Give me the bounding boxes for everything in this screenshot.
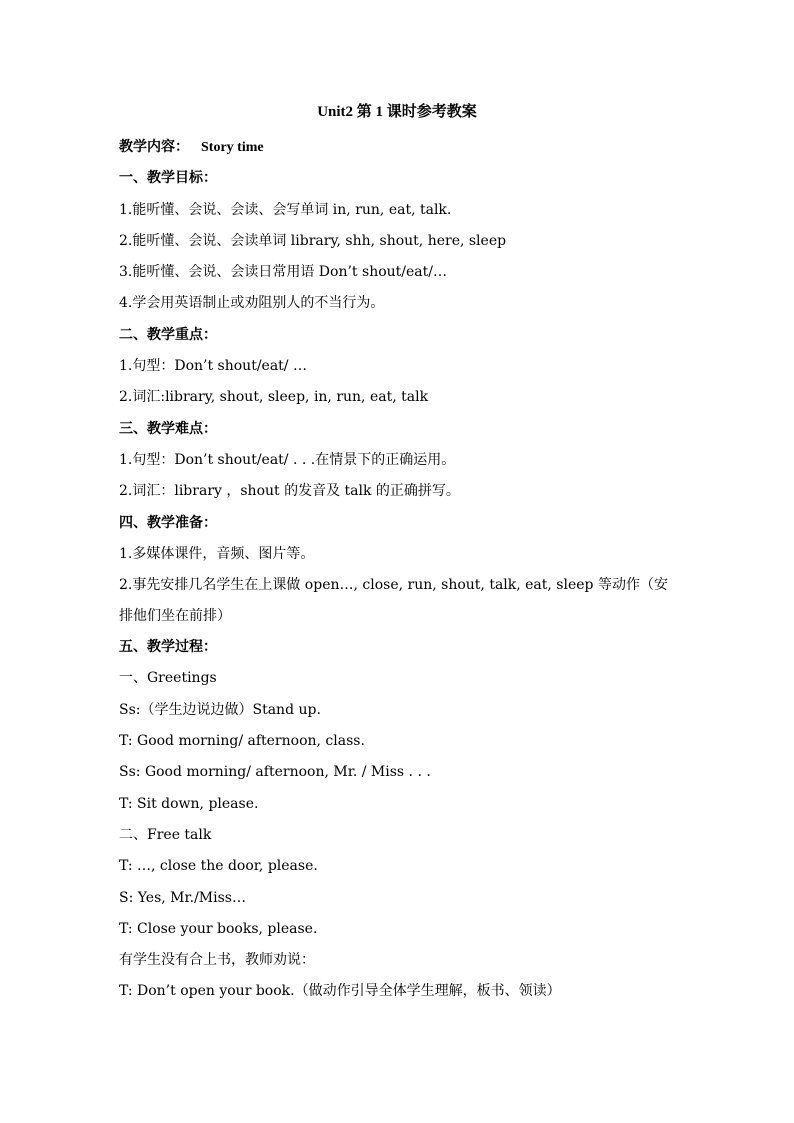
objective-item: 3.能听懂、会说、会读日常用语 Don’t shout/eat/… [119,264,447,281]
dialogue-line: S: Yes, Mr./Miss… [119,889,246,906]
preparation-item: 2.事先安排几名学生在上课做 open…, close, run, shout, talk, eat, sleep 等动作（安排他们坐在前排） [119,577,668,625]
dialogue-line: Ss:（学生边说边做）Stand up. [119,701,321,718]
objective-item: 4.学会用英语制止或劝阻别人的不当行为。 [119,295,385,312]
section-heading-key-points: 二、教学重点： [119,326,217,343]
section-heading-difficulties: 三、教学难点： [119,420,217,437]
difficulty-item: 1.句型：Don’t shout/eat/ . . .在情景下的正确运用。 [119,451,456,468]
dialogue-line: T: Close your books, please. [119,920,318,937]
section-heading-preparation: 四、教学准备： [119,514,217,531]
process-step-heading: 一、Greetings [119,670,217,687]
key-point-item: 2.词汇:library, shout, sleep, in, run, eat, talk [119,389,429,406]
dialogue-line: Ss: Good morning/ afternoon, Mr. / Miss . . . [119,764,431,781]
content-label: 教学内容： [119,139,189,155]
content-value: Story time [201,140,264,155]
dialogue-line: T: Sit down, please. [119,795,259,812]
objective-item: 2.能听懂、会说、会读单词 library, shh, shout, here, sleep [119,232,507,249]
section-heading-process: 五、教学过程： [119,639,217,656]
narration-line: 有学生没有合上书，教师劝说： [119,952,315,969]
dialogue-line: T: …, close the door, please. [119,858,318,875]
document-body [119,132,679,1008]
dialogue-line: T: Don’t open your book.（做动作引导全体学生理解，板书、领读） [119,983,561,1000]
key-point-item: 1.句型：Don’t shout/eat/ … [119,358,307,375]
section-heading-objectives: 一、教学目标： [119,170,217,187]
content-line [119,132,679,163]
objective-item: 1.能听懂、会说、会读、会写单词 in, run, eat, talk. [119,201,452,218]
preparation-item: 1.多媒体课件，音频、图片等。 [119,545,315,562]
process-step-heading: 二、Free talk [119,826,212,843]
difficulty-item: 2.词汇：library ，shout 的发音及 talk 的正确拼写。 [119,483,460,500]
dialogue-line: T: Good morning/ afternoon, class. [119,733,365,750]
document-title: Unit2 第 1 课时参考教案 [317,104,477,120]
